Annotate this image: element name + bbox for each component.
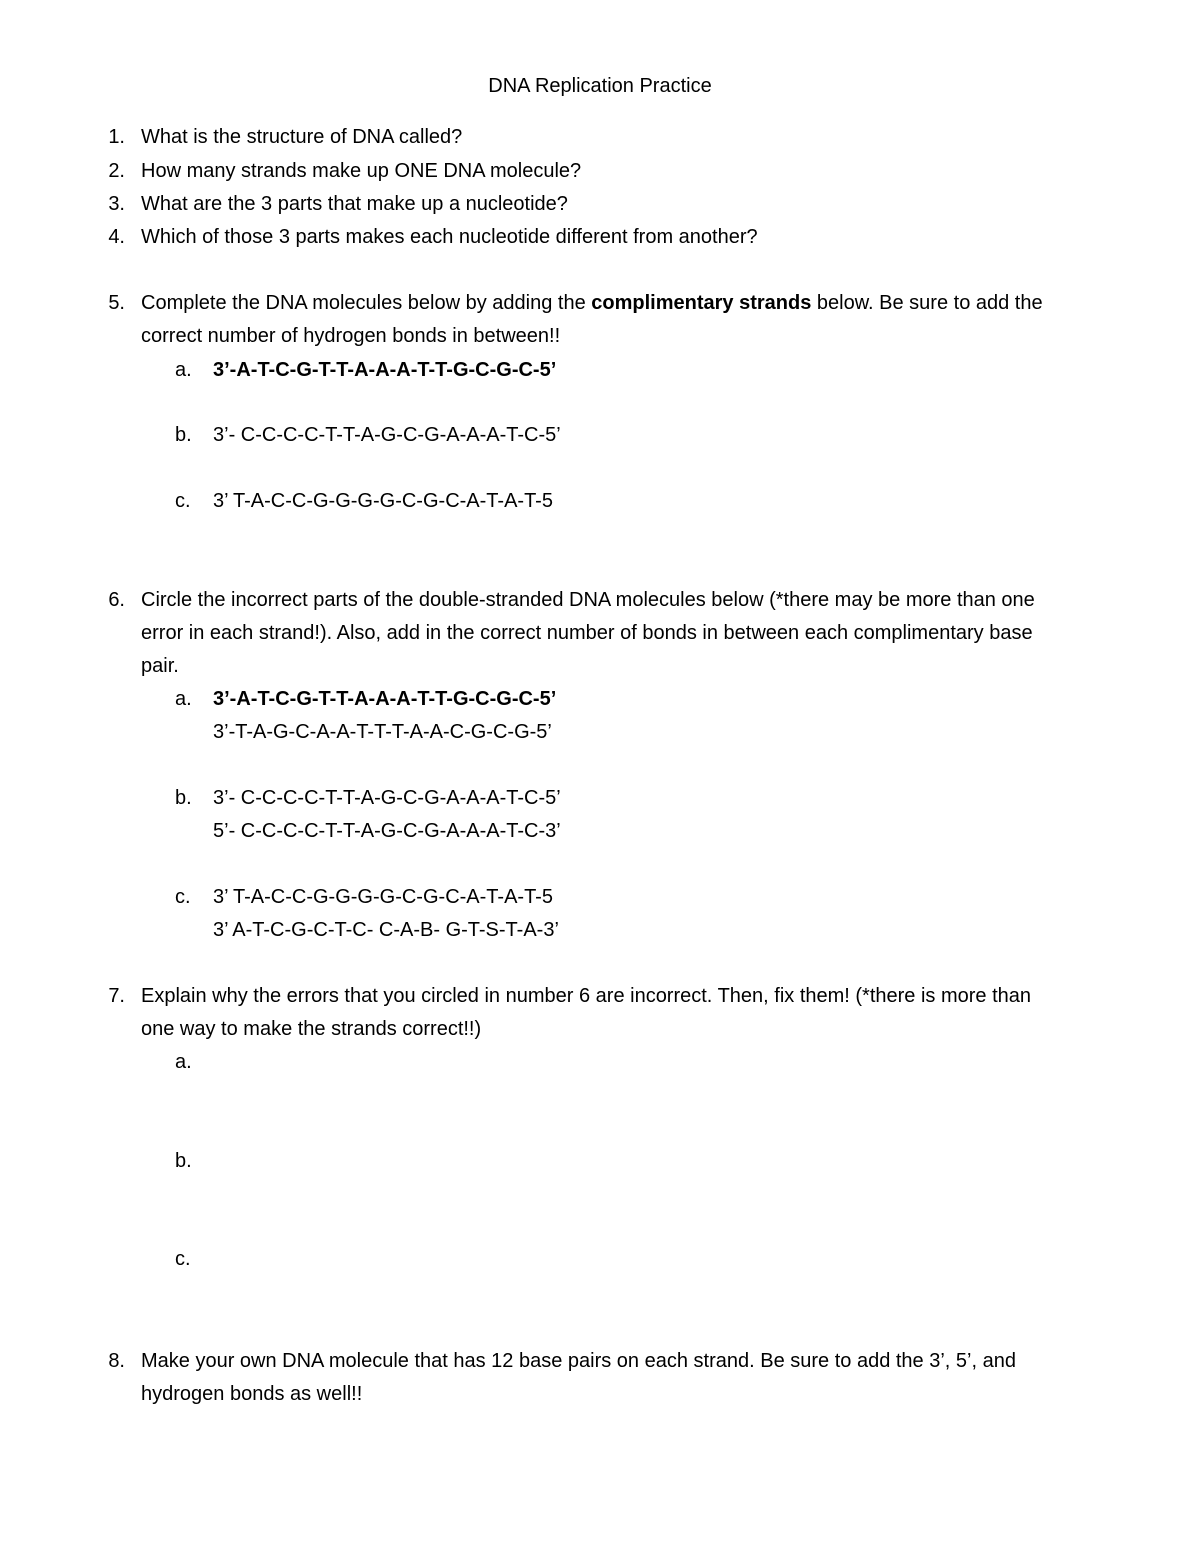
q5-number: 5. xyxy=(108,292,125,314)
q5b-label: b. xyxy=(175,424,192,446)
q7-line2: one way to make the strands correct!!) xyxy=(141,1018,482,1040)
q5-text xyxy=(141,291,1043,315)
q5-text-bold: complimentary strands xyxy=(591,292,812,314)
q1-text: What is the structure of DNA called? xyxy=(141,126,463,148)
q6a-label: a. xyxy=(175,688,192,710)
q7-number: 7. xyxy=(108,985,125,1007)
q7-line1: Explain why the errors that you circled in number 6 are incorrect. Then, fix them! (*there is more than xyxy=(141,985,1032,1007)
q4-text: Which of those 3 parts makes each nucleotide different from another? xyxy=(141,226,758,248)
q4-number: 4. xyxy=(108,226,125,248)
q3-text: What are the 3 parts that make up a nucleotide? xyxy=(141,193,568,215)
q5a-sequence: 3’-A-T-C-G-T-T-A-A-A-T-T-G-C-G-C-5’ xyxy=(213,359,557,381)
q6b-strand1: 3’- C-C-C-C-T-T-A-G-C-G-A-A-A-T-C-5’ xyxy=(213,787,561,809)
page-title: DNA Replication Practice xyxy=(488,75,712,97)
q5-text-before: Complete the DNA molecules below by adding the xyxy=(141,292,592,314)
q6a-strand2: 3’-T-A-G-C-A-A-T-T-T-A-A-C-G-C-G-5’ xyxy=(213,721,552,743)
q5a-label: a. xyxy=(175,359,192,381)
q2-text: How many strands make up ONE DNA molecule? xyxy=(141,160,582,182)
q8-line2: hydrogen bonds as well!! xyxy=(141,1383,363,1405)
q5c-label: c. xyxy=(175,490,191,512)
q6c-strand2: 3’ A-T-C-G-C-T-C- C-A-B- G-T-S-T-A-3’ xyxy=(213,919,559,941)
q6-number: 6. xyxy=(108,589,125,611)
q5-text-after: below. Be sure to add the xyxy=(811,292,1043,314)
q5c-sequence: 3’ T-A-C-C-G-G-G-G-C-G-C-A-T-A-T-5 xyxy=(213,490,553,512)
q2-number: 2. xyxy=(108,160,125,182)
q8-line1: Make your own DNA molecule that has 12 base pairs on each strand. Be sure to add the 3’, 5’, and xyxy=(141,1350,1016,1372)
q7c-label: c. xyxy=(175,1248,191,1270)
q6-line1: Circle the incorrect parts of the double-stranded DNA molecules below (*there may be more than one xyxy=(141,589,1035,611)
q6c-label: c. xyxy=(175,886,191,908)
q6b-strand2: 5’- C-C-C-C-T-T-A-G-C-G-A-A-A-T-C-3’ xyxy=(213,820,561,842)
q6-line3: pair. xyxy=(141,655,179,677)
q6b-label: b. xyxy=(175,787,192,809)
q6a-strand1: 3’-A-T-C-G-T-T-A-A-A-T-T-G-C-G-C-5’ xyxy=(213,688,557,710)
q5-line2: correct number of hydrogen bonds in between!! xyxy=(141,325,561,347)
q6-line2: error in each strand!). Also, add in the correct number of bonds in between each complimentary base xyxy=(141,622,1033,644)
q6c-strand1: 3’ T-A-C-C-G-G-G-G-C-G-C-A-T-A-T-5 xyxy=(213,886,553,908)
q3-number: 3. xyxy=(108,193,125,215)
q7b-label: b. xyxy=(175,1150,192,1172)
q8-number: 8. xyxy=(108,1350,125,1372)
q5b-sequence: 3’- C-C-C-C-T-T-A-G-C-G-A-A-A-T-C-5’ xyxy=(213,424,561,446)
q1-number: 1. xyxy=(108,126,125,148)
q7a-label: a. xyxy=(175,1051,192,1073)
